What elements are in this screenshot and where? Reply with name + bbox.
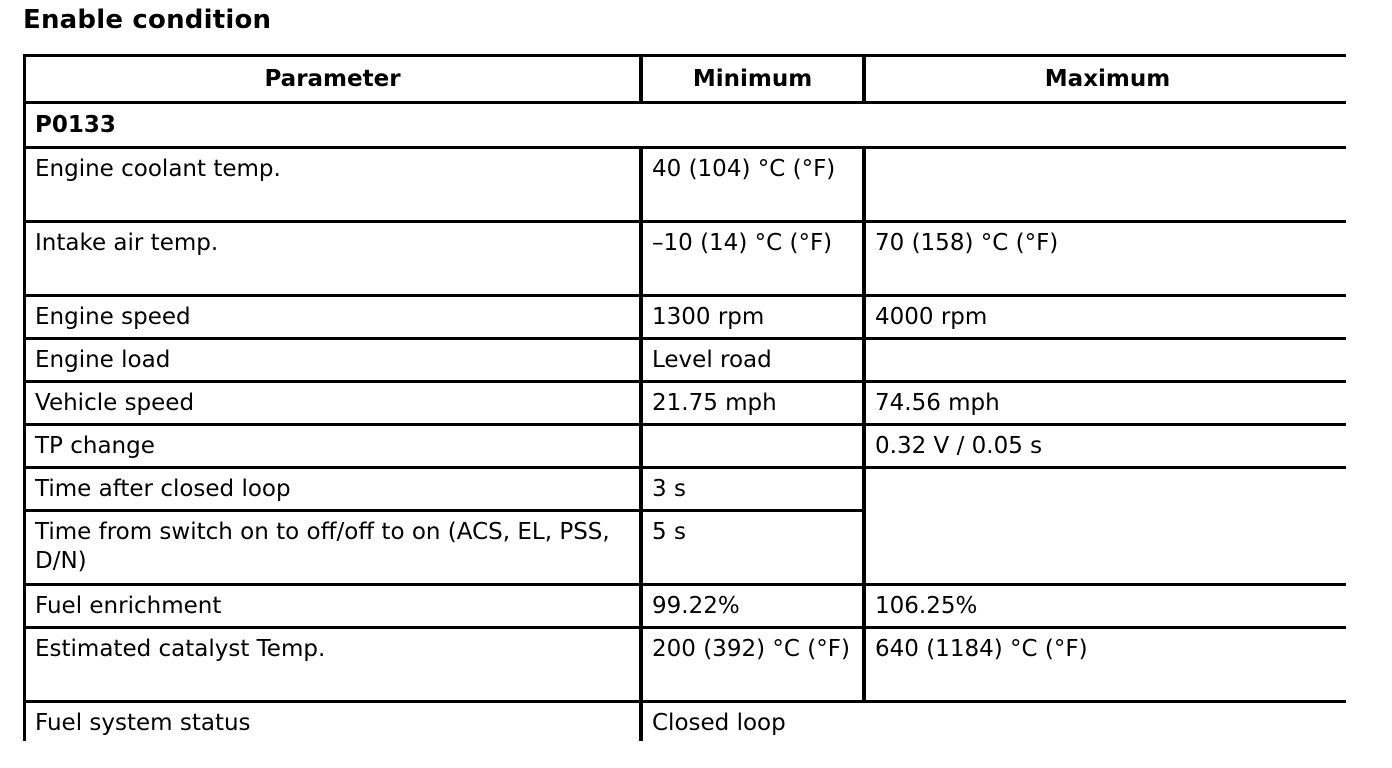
row-vehicle-speed-maximum: 74.56 mph — [866, 383, 1349, 423]
row-engine-speed-minimum: 1300 rpm — [643, 297, 862, 337]
row-fuel-enrichment-parameter: Fuel enrichment — [26, 586, 639, 626]
row-engine-load-minimum: Level road — [643, 340, 862, 380]
row-vehicle-speed-parameter: Vehicle speed — [26, 383, 639, 423]
page-title: Enable condition — [23, 5, 272, 35]
row-engine-coolant-temp-minimum: 40 (104) °C (°F) — [643, 149, 862, 220]
row-estimated-catalyst-temp-minimum: 200 (392) °C (°F) — [643, 629, 862, 700]
header-maximum: Maximum — [866, 57, 1349, 101]
row-estimated-catalyst-temp-maximum: 640 (1184) °C (°F) — [866, 629, 1349, 700]
group-row-p0133: P0133 — [26, 104, 1349, 146]
row-time-maximum-merged — [866, 469, 1349, 583]
row-intake-air-temp-minimum: –10 (14) °C (°F) — [643, 223, 862, 294]
row-engine-load-maximum — [866, 340, 1349, 380]
enable-condition-table — [23, 54, 1346, 741]
row-engine-coolant-temp-parameter: Engine coolant temp. — [26, 149, 639, 220]
row-engine-speed-parameter: Engine speed — [26, 297, 639, 337]
row-fuel-enrichment-minimum: 99.22% — [643, 586, 862, 626]
row-time-after-closed-loop-parameter: Time after closed loop — [26, 469, 639, 509]
row-engine-coolant-temp-maximum — [866, 149, 1349, 220]
row-time-after-closed-loop-minimum: 3 s — [643, 469, 862, 509]
row-engine-speed-maximum: 4000 rpm — [866, 297, 1349, 337]
row-tp-change-minimum — [643, 426, 862, 466]
row-time-switch-parameter: Time from switch on to off/off to on (ACS, EL, PSS, D/N) — [26, 512, 639, 583]
header-parameter: Parameter — [26, 57, 639, 101]
row-fuel-enrichment-maximum: 106.25% — [866, 586, 1349, 626]
row-fuel-system-status-value: Closed loop — [643, 703, 1349, 743]
header-minimum: Minimum — [643, 57, 862, 101]
row-engine-load-parameter: Engine load — [26, 340, 639, 380]
row-tp-change-parameter: TP change — [26, 426, 639, 466]
row-tp-change-maximum: 0.32 V / 0.05 s — [866, 426, 1349, 466]
row-estimated-catalyst-temp-parameter: Estimated catalyst Temp. — [26, 629, 639, 700]
row-intake-air-temp-parameter: Intake air temp. — [26, 223, 639, 294]
row-intake-air-temp-maximum: 70 (158) °C (°F) — [866, 223, 1349, 294]
row-fuel-system-status-parameter: Fuel system status — [26, 703, 639, 743]
row-time-switch-minimum: 5 s — [643, 512, 862, 583]
row-vehicle-speed-minimum: 21.75 mph — [643, 383, 862, 423]
